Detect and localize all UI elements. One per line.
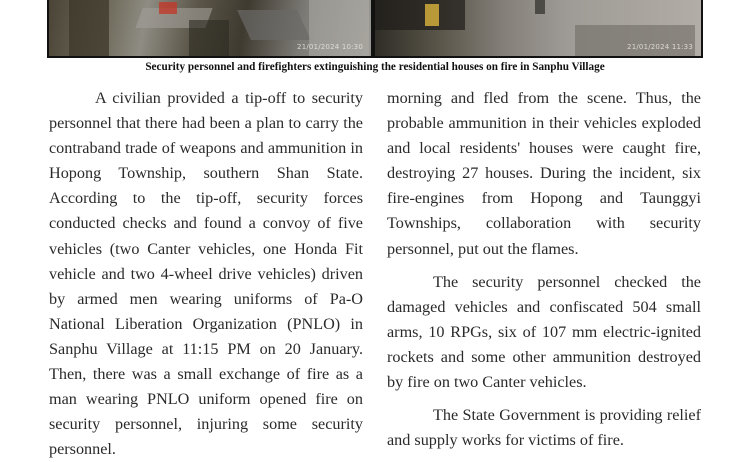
photo-timestamp: 21/01/2024 10:30 <box>297 43 363 51</box>
article-paragraph: The State Government is providing relief and supply works for victims of fire. <box>387 406 701 450</box>
article-column-left <box>49 86 363 462</box>
photo-timestamp: 21/01/2024 11:33 <box>627 43 693 51</box>
article-paragraph: morning and fled from the scene. Thus, the probable ammunition in their vehicles exploded and local residents' houses were caught fire, destroying 27 houses. During the incident, six fire-engines from Hopong and Taunggyi Townships, collaboration with security personnel, put out the flames. <box>387 89 701 258</box>
photo-caption: Security personnel and firefighters extinguishing the residential houses on fire in Sanphu Village <box>145 61 605 73</box>
photo-firefighters <box>49 0 371 56</box>
article-paragraph: A civilian provided a tip-off to security personnel that there had been a plan to carry the contraband trade of weapons and ammunition in Hopong Township, southern Shan State. According to the tip-off, security forces conducted checks and found a convoy of five vehicles (two Canter vehicles, one Honda Fit vehicle and two 4-wheel drive vehicles) driven by armed men wearing uniforms of Pa-O National Liberation Organization (PNLO) in Sanphu Village at 11:15 PM on 20 January. Then, there was a small exchange of fire as a man wearing PNLO uniform opened fire on security personnel, injuring some security personnel. <box>49 89 363 459</box>
article-paragraph: The security personnel checked the damaged vehicles and confiscated 504 small arms, 10 RPGs, six of 107 mm electric-ignited rockets and some other ammunition destroyed by fire on two Canter vehicles. <box>387 272 701 392</box>
photo-strip <box>47 0 703 58</box>
photo-burned-site <box>375 0 701 56</box>
article-column-right <box>387 86 701 453</box>
